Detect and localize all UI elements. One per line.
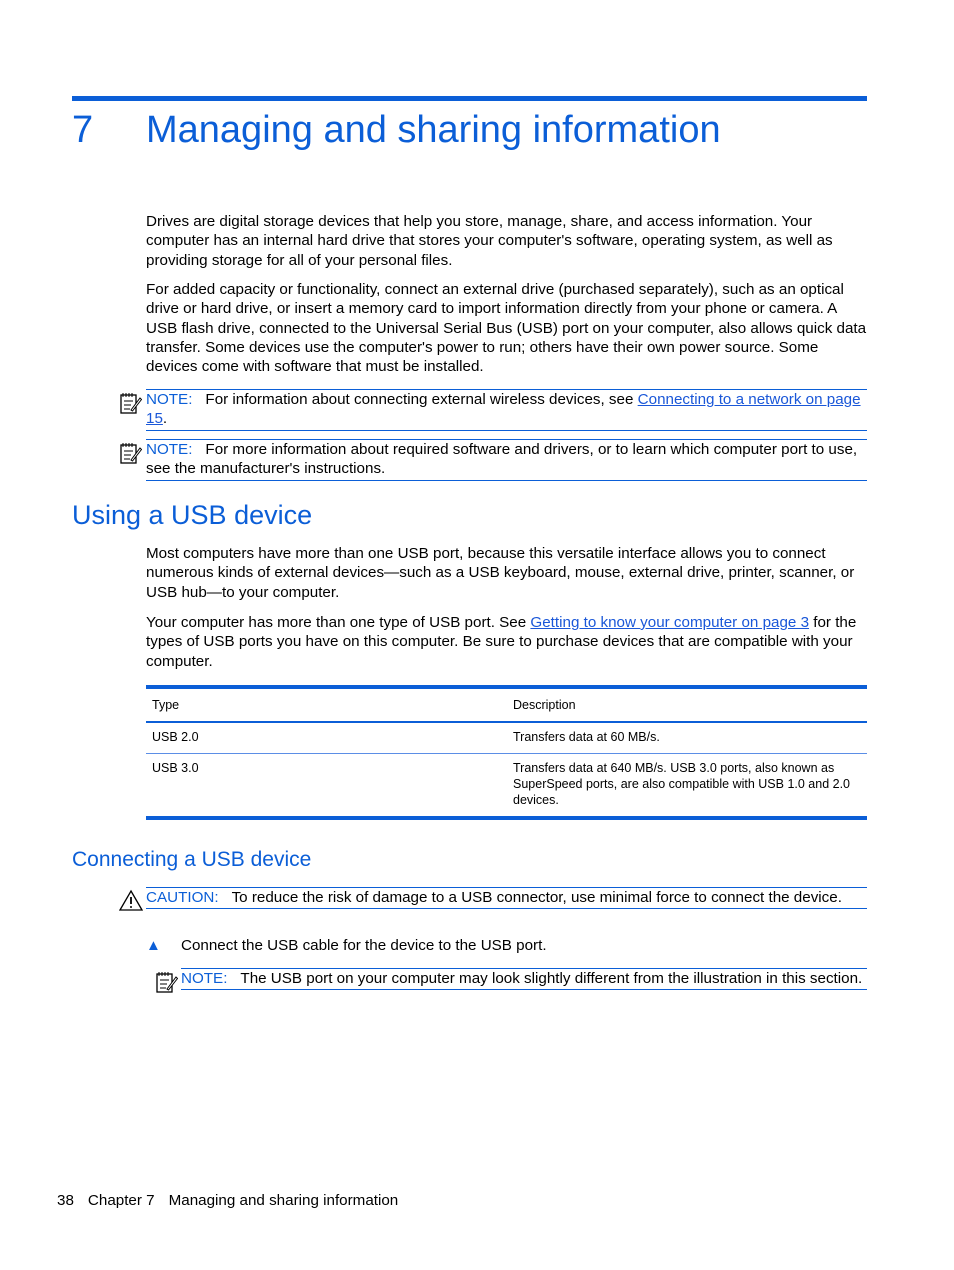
- footer-chapter: Chapter 7: [87, 1192, 155, 1209]
- note-pad-icon: [118, 441, 142, 465]
- note-text: For more information about required software and drivers, or to learn which computer port to use, see the manufacturer's instructions.: [146, 441, 858, 478]
- usb-paragraph-1: Most computers have more than one USB port, because this versatile interface allows you to connect numerous kinds of external devices—such as a USB keyboard, mouse, external drive, printer, scanner, or USB hub—to your computer.: [146, 545, 855, 601]
- table-header-row: [146, 687, 867, 722]
- footer-title: Managing and sharing information: [168, 1192, 399, 1209]
- section-heading-usb: Using a USB device: [72, 500, 313, 530]
- table-row: [146, 754, 867, 819]
- chapter-rule: [72, 96, 867, 101]
- table-cell-description: Transfers data at 60 MB/s.: [507, 722, 867, 754]
- caution-triangle-icon: [119, 889, 143, 913]
- table-cell-type: USB 2.0: [146, 722, 507, 754]
- table-header-description: Description: [507, 687, 867, 722]
- usb-paragraph-2-text: Your computer has more than one type of USB port. See: [146, 614, 531, 631]
- link-connecting-network[interactable]: Connecting to a network on page 15: [146, 391, 861, 428]
- link-getting-to-know[interactable]: Getting to know your computer on page 3: [530, 614, 810, 631]
- page-footer: [57, 1191, 412, 1210]
- note-punctuation: .: [162, 410, 168, 428]
- table-header-type: Type: [146, 687, 507, 722]
- table-row: [146, 722, 867, 754]
- intro-paragraph-1: Drives are digital storage devices that help you store, manage, share, and access information. Your computer has an internal hard drive that stores your computer's software, operating system, as well as providing storage for all of your personal files.: [146, 213, 833, 269]
- note-pad-icon: [154, 970, 178, 994]
- usb-types-table: [146, 685, 867, 820]
- table-cell-description: Transfers data at 640 MB/s. USB 3.0 ports, also known as SuperSpeed ports, are also compatible with USB 1.0 and 2.0 devices.: [513, 761, 851, 807]
- note-text: The USB port on your computer may look slightly different from the illustration in this section.: [240, 970, 863, 987]
- intro-paragraph-2: For added capacity or functionality, connect an external drive (purchased separately), such as an optical drive or hard drive, or insert a memory card to import information directly from your phone or camera. A USB flash drive, connected to the Universal Serial Bus (USB) port on your computer, also allows quick data transfer. Some devices use the computer's power to run; others have their own power source. Some devices come with software that must be installed.: [146, 281, 867, 376]
- note-text: For information about connecting external wireless devices, see: [205, 391, 638, 408]
- chapter-number: 7: [72, 109, 94, 151]
- step-text: Connect the USB cable for the device to the USB port.: [181, 937, 547, 954]
- table-cell-type: USB 3.0: [152, 761, 199, 775]
- caution-text: To reduce the risk of damage to a USB connector, use minimal force to connect the device.: [231, 889, 842, 906]
- chapter-title: Managing and sharing information: [146, 109, 721, 151]
- usb-paragraph-2-text-after: for the types of USB ports you have on this computer. Be sure to purchase devices that are compatible with your computer.: [146, 614, 857, 670]
- note-label: NOTE:: [146, 441, 193, 458]
- note-wireless: [146, 389, 867, 431]
- caution-box: [146, 887, 867, 909]
- step-marker-icon: ▲: [146, 937, 161, 954]
- usb-paragraph-2: [146, 613, 868, 671]
- note-drivers: [146, 439, 867, 481]
- page-number: 38: [57, 1192, 74, 1209]
- note-label: NOTE:: [146, 391, 193, 408]
- note-label: NOTE:: [181, 970, 228, 987]
- caution-label: CAUTION:: [146, 889, 219, 906]
- note-pad-icon: [118, 391, 142, 415]
- note-usb-port: [181, 968, 867, 990]
- subsection-heading-connecting: Connecting a USB device: [72, 848, 312, 871]
